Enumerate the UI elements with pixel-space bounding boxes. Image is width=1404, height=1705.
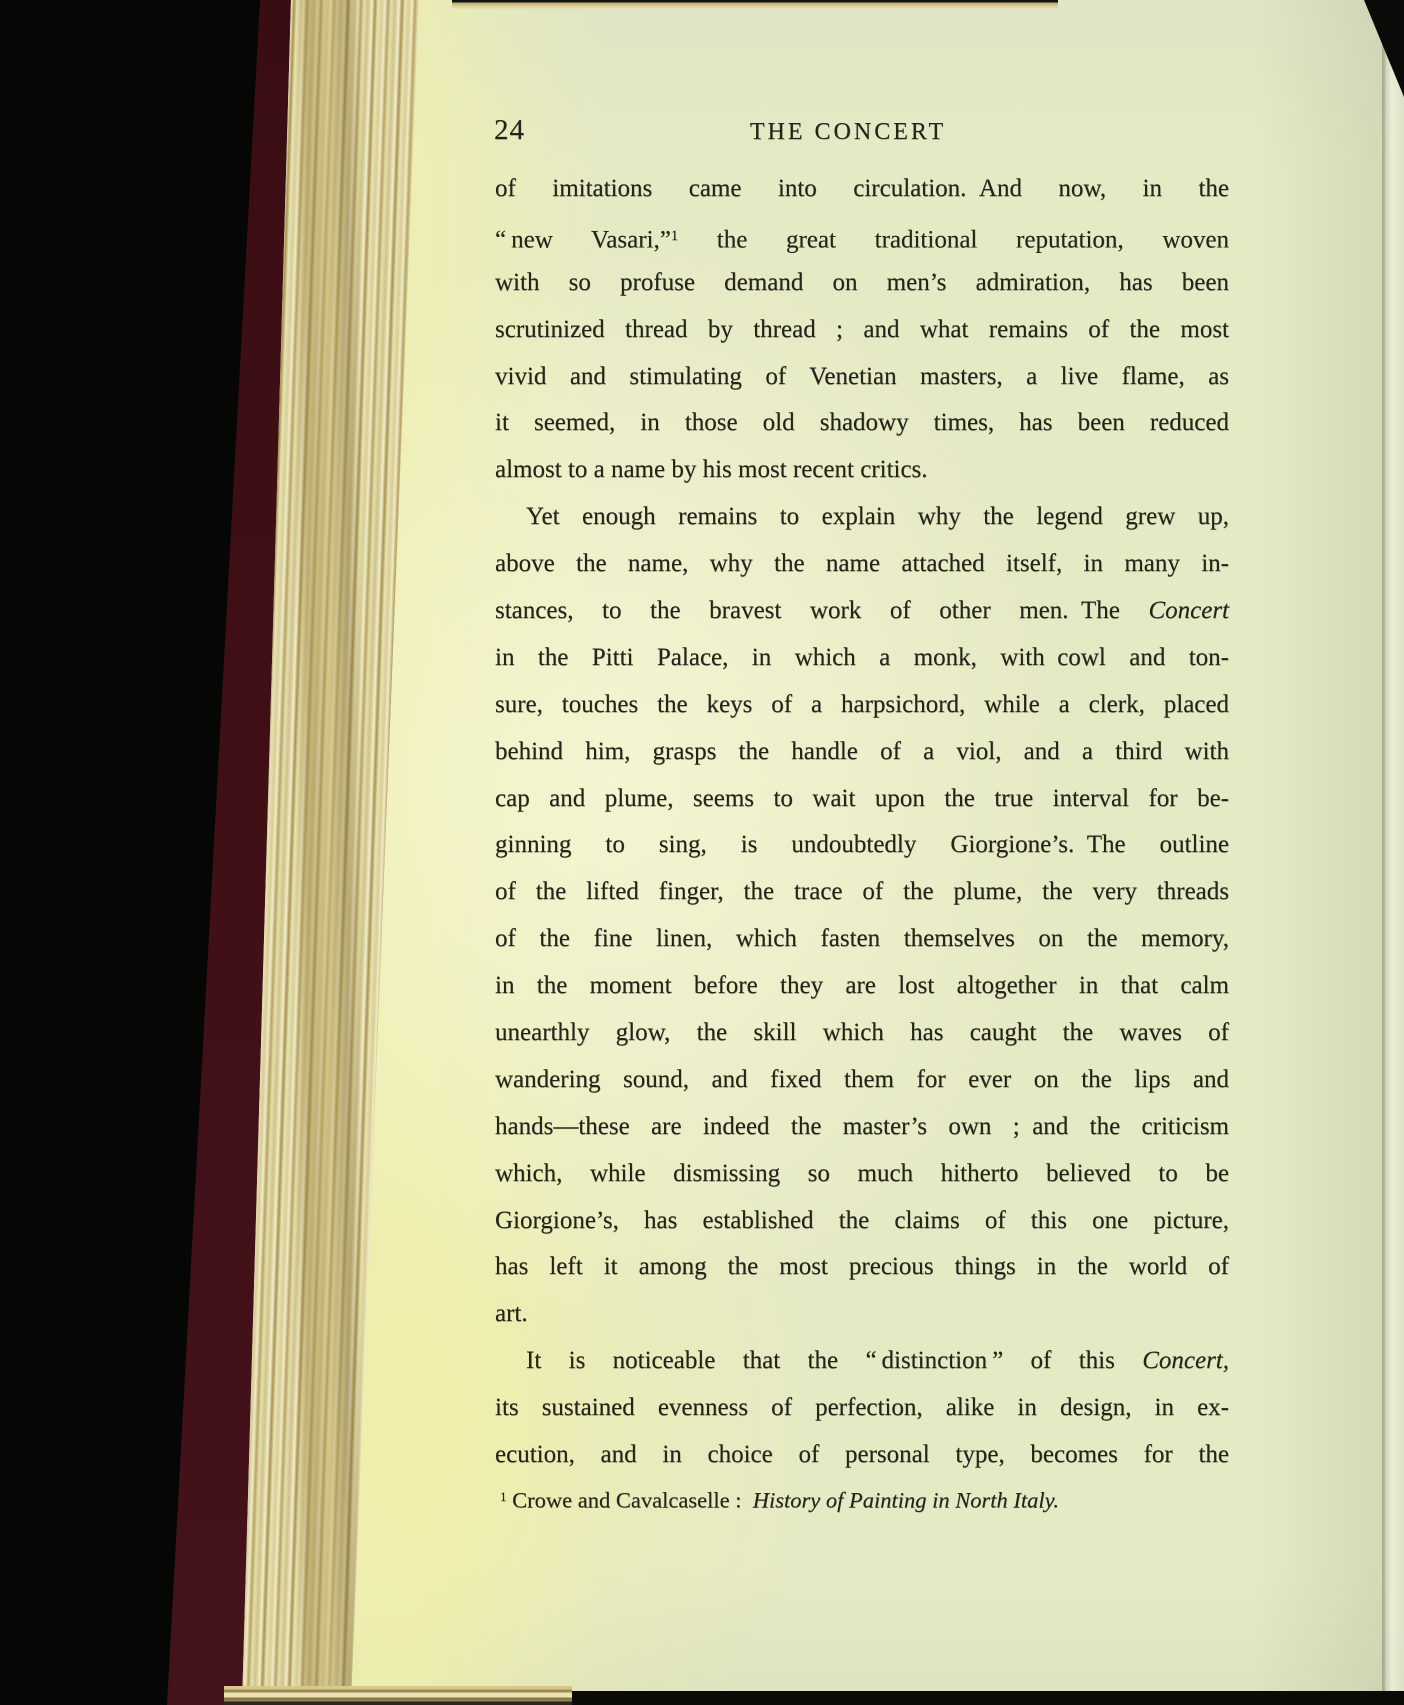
text-line bbox=[495, 1244, 1229, 1291]
text-segment: which, while dismissing so much hitherto believed to be bbox=[495, 1159, 1229, 1187]
running-title: THE CONCERT bbox=[749, 119, 947, 145]
text-line bbox=[495, 354, 1229, 401]
text-segment: sure, touches the keys of a harpsichord, while a clerk, placed bbox=[495, 690, 1229, 718]
text-segment: wandering sound, and fixed them for ever on the lips and bbox=[495, 1065, 1229, 1093]
page-number: 24 bbox=[494, 114, 525, 146]
text-line bbox=[495, 1057, 1229, 1104]
text-line bbox=[495, 963, 1229, 1010]
text-line bbox=[495, 1338, 1229, 1385]
text-line bbox=[495, 822, 1229, 869]
text-segment: of imitations came into circulation. And now, in the bbox=[495, 175, 1229, 202]
text-segment: ecution, and in choice of personal type, becomes for the bbox=[495, 1441, 1229, 1469]
text-segment: art. bbox=[495, 1300, 528, 1328]
text-line bbox=[495, 635, 1229, 682]
text-segment: Giorgione’s, has established the claims of this one picture, bbox=[495, 1206, 1229, 1234]
text-segment: vivid and stimulating of Venetian masters, a live flame, as bbox=[495, 362, 1229, 390]
text-line bbox=[495, 1198, 1229, 1245]
text-line bbox=[495, 494, 1229, 541]
text-segment: Yet enough remains to explain why the legend grew up, bbox=[526, 503, 1229, 531]
text-line bbox=[495, 1104, 1229, 1151]
body-text bbox=[495, 166, 1229, 1479]
footnote bbox=[500, 1480, 1234, 1518]
text-line bbox=[495, 400, 1229, 447]
text-segment: Concert, bbox=[1142, 1347, 1229, 1375]
text-line bbox=[495, 1432, 1229, 1479]
text-segment: in the Pitti Palace, in which a monk, with cowl and ton- bbox=[495, 643, 1229, 671]
text-segment: ginning to sing, is undoubtedly Giorgione’s. The outline bbox=[495, 831, 1229, 859]
text-segment: It is noticeable that the “ distinction ” of this bbox=[526, 1347, 1143, 1375]
text-segment: Crowe and Cavalcaselle : bbox=[506, 1487, 753, 1513]
text-segment: with so profuse demand on men’s admiration, has been bbox=[495, 268, 1229, 296]
text-segment: in the moment before they are lost altogether in that calm bbox=[495, 972, 1229, 1000]
text-segment: cap and plume, seems to wait upon the true interval for be- bbox=[495, 784, 1229, 812]
text-line bbox=[495, 260, 1229, 307]
text-line bbox=[495, 916, 1229, 963]
text-line bbox=[495, 213, 1229, 260]
text-segment: History of Painting in North Italy. bbox=[752, 1487, 1059, 1513]
text-line bbox=[495, 869, 1229, 916]
text-segment: 1 bbox=[500, 1489, 507, 1504]
text-line bbox=[495, 1010, 1229, 1057]
text-line bbox=[495, 776, 1229, 823]
text-line bbox=[495, 447, 1229, 494]
text-line bbox=[495, 588, 1229, 635]
text-segment: it seemed, in those old shadowy times, has been reduced bbox=[495, 409, 1229, 437]
text-line bbox=[495, 307, 1229, 354]
text-line bbox=[495, 729, 1229, 776]
text-line bbox=[495, 1385, 1229, 1432]
right-page-edge bbox=[1382, 0, 1404, 1705]
top-page-edges bbox=[452, 0, 1058, 9]
text-segment: almost to a name by his most recent critics. bbox=[495, 456, 928, 484]
text-line bbox=[495, 166, 1229, 213]
text-line bbox=[495, 682, 1229, 729]
text-segment: 1 bbox=[670, 227, 679, 244]
text-segment: scrutinized thread by thread ; and what remains of the most bbox=[495, 315, 1229, 343]
text-segment: “ new Vasari,” bbox=[495, 226, 671, 254]
text-line bbox=[495, 1291, 1229, 1338]
text-segment: behind him, grasps the handle of a viol, and a third with bbox=[495, 737, 1229, 765]
text-segment: above the name, why the name attached itself, in many in- bbox=[495, 550, 1229, 578]
text-segment: has left it among the most precious things in the world of bbox=[495, 1253, 1229, 1281]
scan-bottom-gap bbox=[545, 1691, 1404, 1705]
text-segment: the great traditional reputation, woven bbox=[678, 226, 1229, 254]
text-segment: Concert bbox=[1148, 597, 1229, 625]
text-segment: unearthly glow, the skill which has caught the waves of bbox=[495, 1019, 1229, 1047]
text-segment: its sustained evenness of perfection, alike in design, in ex- bbox=[495, 1394, 1229, 1422]
text-segment: of the fine linen, which fasten themselves on the memory, bbox=[495, 925, 1229, 953]
text-line bbox=[495, 1151, 1229, 1198]
text-segment: hands—these are indeed the master’s own ; and the criticism bbox=[495, 1112, 1229, 1140]
bottom-page-edges bbox=[224, 1686, 572, 1705]
text-segment: stances, to the bravest work of other men. The bbox=[495, 597, 1149, 625]
text-segment: of the lifted finger, the trace of the plume, the very threads bbox=[495, 878, 1229, 906]
text-line bbox=[495, 541, 1229, 588]
